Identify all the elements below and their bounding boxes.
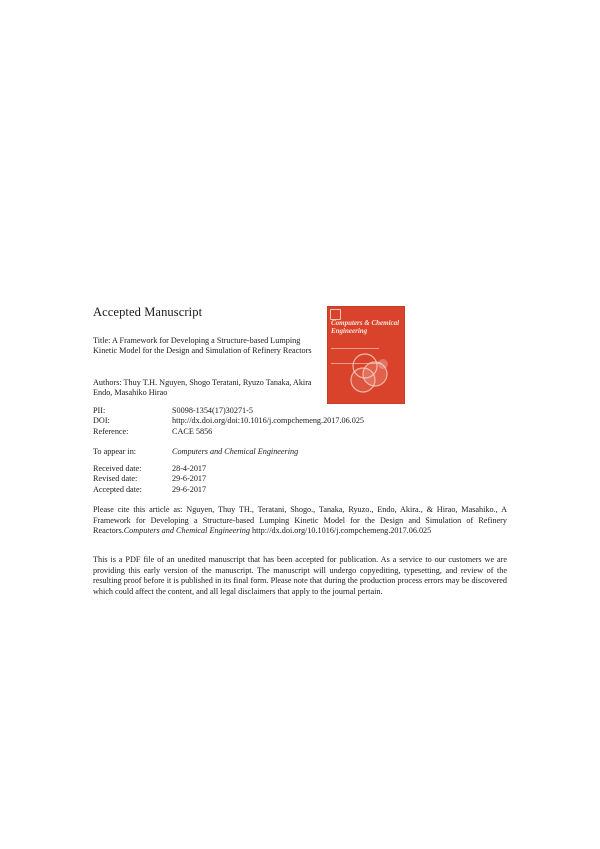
page-heading: Accepted Manuscript — [93, 305, 203, 319]
date-value: 29-6-2017 — [172, 474, 207, 484]
meta-key: Reference: — [93, 426, 129, 436]
meta-key: DOI: — [93, 416, 110, 426]
date-key: Accepted date: — [93, 484, 142, 494]
appear-key: To appear in: — [93, 447, 137, 456]
cover-circles-graphic — [327, 306, 405, 404]
meta-key: PII: — [93, 406, 106, 415]
citation-paragraph — [93, 505, 507, 537]
article-authors: Authors: Thuy T.H. Nguyen, Shogo Teratani, Ryuzo Tanaka, Akira Endo, Masahiko Hirao — [93, 378, 312, 398]
disclaimer-paragraph: This is a PDF file of an unedited manuscript that has been accepted for publication. As a service to our customers we are providing this early version of the manuscript. The manuscript will undergo copyediting, typesetting, and review of the resulting proof before it is published in its final form. Please note that during the production process errors may be discovered which could affect the content, and all legal disclaimers that apply to the journal pertain. — [93, 555, 507, 596]
date-key: Received date: — [93, 464, 142, 473]
journal-cover-image — [327, 306, 405, 404]
cover-journal-title: Computers & Chemical Engineering — [331, 319, 400, 335]
meta-value: S0098-1354(17)30271-5 — [172, 406, 253, 415]
date-value: 29-6-2017 — [172, 484, 207, 494]
appear-journal — [172, 447, 298, 457]
article-title: Title: A Framework for Developing a Structure-based Lumping Kinetic Model for the Design and Simulation of Refinery Reactors — [93, 336, 312, 356]
doi-link[interactable]: http://dx.doi.org/doi:10.1016/j.compchemeng.2017.06.025 — [172, 416, 365, 426]
appear-journal-text: Computers and Chemical Engineering — [172, 447, 299, 456]
citation-journal: Computers and Chemical Engineering — [123, 526, 250, 536]
date-key: Revised date: — [93, 474, 138, 484]
date-value: 28-4-2017 — [172, 464, 207, 473]
meta-value: CACE 5856 — [172, 426, 213, 436]
citation-prefix: Please cite this article as: Nguyen, Thuy TH., Teratani, Shogo., Tanaka, Ryuzo., Endo, Akira., & Hirao, Masahiko., A Framework for Developing a Structure-based Lumping Kinetic Model for the Design and Simulation of Refinery Reactors. — [93, 505, 507, 536]
citation-doi-link[interactable]: http://dx.doi.org/10.1016/j.compchemeng.2017.06.025 — [249, 526, 432, 536]
